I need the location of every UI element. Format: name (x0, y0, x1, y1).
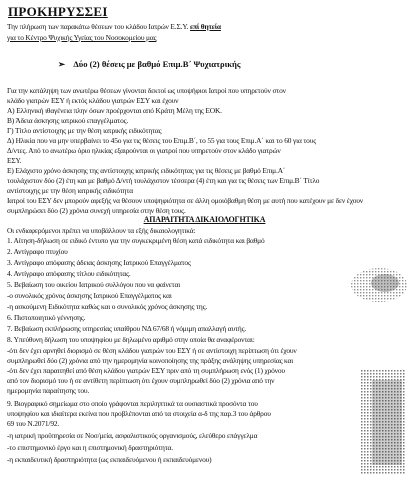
intro-line-1 (7, 22, 221, 31)
requirement-line: 4. Αντίγραφο απόφασης τίτλου ειδικότητας. (7, 269, 131, 278)
page-title: ΠΡΟΚΗΡΥΣΣΕΙ (8, 4, 108, 19)
intro-line-2 (7, 33, 156, 42)
paragraph-line: Ε) Ελάχιστο χρόνο άσκησης της αντίστοιχης ιατρικής ειδικότητας για τις θέσεις με βαθμό Επιμ.Α΄ (7, 166, 286, 175)
requirement-line: 8. Υπεύθυνη δήλωση του υποψηφίου με δηλωμένο αριθμό στην οποία θα αναφέρονται: (7, 335, 255, 344)
scan-smudge (352, 370, 407, 475)
requirements-intro: Οι ενδιαφερόμενοι πρέπει να υποβάλλουν τα εξής δικαιολογητικά: (7, 226, 196, 235)
positions-text: Δύο (2) θέσεις με βαθμό Επιμ.Β΄ Ψυχιατρικής (73, 59, 241, 69)
requirement-line: 2. Αντίγραφο πτυχίου (7, 247, 68, 256)
paragraph-line: Δ) Ηλικία που να μην υπερβαίνει το 45ο για τις θέσεις του Επιμ.Β΄, το 55 για τους Επιμ.Α΄ και το 60 για τους (7, 136, 317, 145)
intro-text: Την πλήρωση των παρακάτω θέσεων του κλάδου Ιατρών Ε.Σ.Υ. (7, 22, 191, 31)
requirement-line: από τον διορισμό του ή σε αντίθετη περίπτωση ότι έχουν συμπληρωθεί δύο (2) χρόνια από την (7, 376, 275, 385)
requirement-line: 5. Βεβαίωση του οικείου Ιατρικού συλλόγου που να φαίνεται (7, 280, 181, 289)
requirement-line: 3. Αντίγραφο απόφασης άδειας άσκησης Ιατρικού Επαγγέλματος (7, 258, 191, 267)
paragraph-line: συμπληρώσει δύο (2) χρόνια συνεχή υπηρεσία στην θέση τους. (7, 206, 186, 215)
paragraph-line: Για την κατάληψη των ανωτέρω θέσεων γίνονται δεκτοί ως υποψήφιοι Ιατροί που υπηρετούν στον (7, 86, 286, 95)
requirement-line: 69 του Ν.2071/92. (7, 419, 60, 428)
requirement-line: -η ιατρική προϋπηρεσία σε Νοσ/μεία, ασφαλιστικούς οργανισμούς, ελεύθερο επάγγελμα (7, 431, 258, 440)
paragraph-line: ΕΣΥ. (7, 156, 22, 165)
requirement-line: -ότι δεν έχει αρνηθεί διορισμό σε θέση κλάδου γιατρών του ΕΣΥ ή σε αντίστοιχη περίπτωση ότι έχουν (7, 346, 297, 355)
requirement-line: υποψηφίου και ιδιαίτερα εκείνα που προβλέπονται από τα στοιχεία α-δ της παρ.3 του άρθρου (7, 409, 271, 418)
paragraph-line: κλάδο γιατρών ΕΣΥ ή εκτός κλάδου γιατρών ΕΣΥ και έχουν (7, 96, 179, 105)
requirement-line: συμπληρωθεί δύο (2) χρόνια από την ημερομηνία κοινοποίησης της πράξης ανάληψης υπηρεσίας και (7, 356, 294, 365)
paragraph-line: Β) Άδεια άσκησης ιατρικού επαγγέλματος. (7, 116, 129, 125)
paragraph-line: Ιατροί του ΕΣΥ δεν μπορούν αφεξής να θέσουν υποψηφιότητα σε άλλη ομοιόβαθμη θέση με αυτή που κατέχουν με δεν έχουν (7, 196, 363, 205)
requirement-line: -ότι δεν έχει παραιτηθεί από θέση κλάδου γιατρών ΕΣΥ πριν από τη συμπλήρωση ενός (1) χρόνου (7, 366, 285, 375)
intro-emphasis: για το Κέντρο Ψυχικής Υγείας του Νοσοκομείου μας (7, 33, 157, 42)
section-title: ΑΠΑΡΑΙΤΗΤΑ ΔΙΚΑΙΟΛΟΓΗΤΙΚΑ (143, 215, 266, 224)
paragraph-line: Δ/ντες. Από το ανωτέρω όριο ηλικίας εξαιρούνται οι γιατροί που υπηρετούν στον κλάδο γιατρών (7, 146, 281, 155)
requirement-line: 9. Βιογραφικό σημείωμα στο οποίο γράφονται περιληπτικά τα ουσιαστικά προσόντα του (7, 399, 258, 408)
intro-emphasis: επί θητεία (190, 22, 221, 31)
requirement-line: 1. Αίτηση-δήλωση σε ειδικό έντυπο για την συγκεκριμένη θέση κατά ειδικότητα και βαθμό (7, 236, 265, 245)
arrow-bullet-icon: ➢ (58, 59, 66, 69)
paragraph-line: Γ) Τίτλο αντίστοιχης με την θέση ιατρικής ειδικότητας (7, 126, 162, 135)
requirement-line: ημερομηνία παραίτησης του. (7, 386, 90, 395)
paragraph-line: αντίστοιχης με την θέση ιατρικής ειδικότητα (7, 186, 133, 195)
requirement-line: -η ασκούμενη Ειδικότητα καθώς και ο συνολικός χρόνος άσκησης της. (7, 302, 208, 311)
paragraph-line: τουλάχιστον δύο (2) έτη και με βαθμό Δ/ντή τουλάχιστον τέσσερα (4) έτη και για τις θέσεις των Επιμ.Β΄ Τίτλο (7, 176, 320, 185)
paragraph-line: Α) Ελληνική ιθαγένεια πλην όσων προέρχονται από Κράτη Μέλη της ΕΟΚ. (7, 106, 222, 115)
requirement-line: -ο συνολικός χρόνος άσκησης Ιατρικού Επαγγέλματος και (7, 291, 172, 300)
requirement-line: -η εκπαιδευτική δραστηριότητα (ως εκπαιδευόμενου ή εκπαιδευόμενου) (7, 455, 212, 464)
requirement-line: 7. Βεβαίωση εκπλήρωσης υπηρεσίας υπαίθρου ΝΔ 67/68 ή νόμιμη απαλλαγή αυτής. (7, 324, 247, 333)
scan-smudge (345, 265, 407, 305)
requirement-line: -το επιστημονικό έργο και η επιστημονική δραστηριότητα. (7, 443, 173, 452)
positions-item (58, 59, 241, 70)
requirement-line: 6. Πιστοποιητικό γέννησης. (7, 313, 86, 322)
